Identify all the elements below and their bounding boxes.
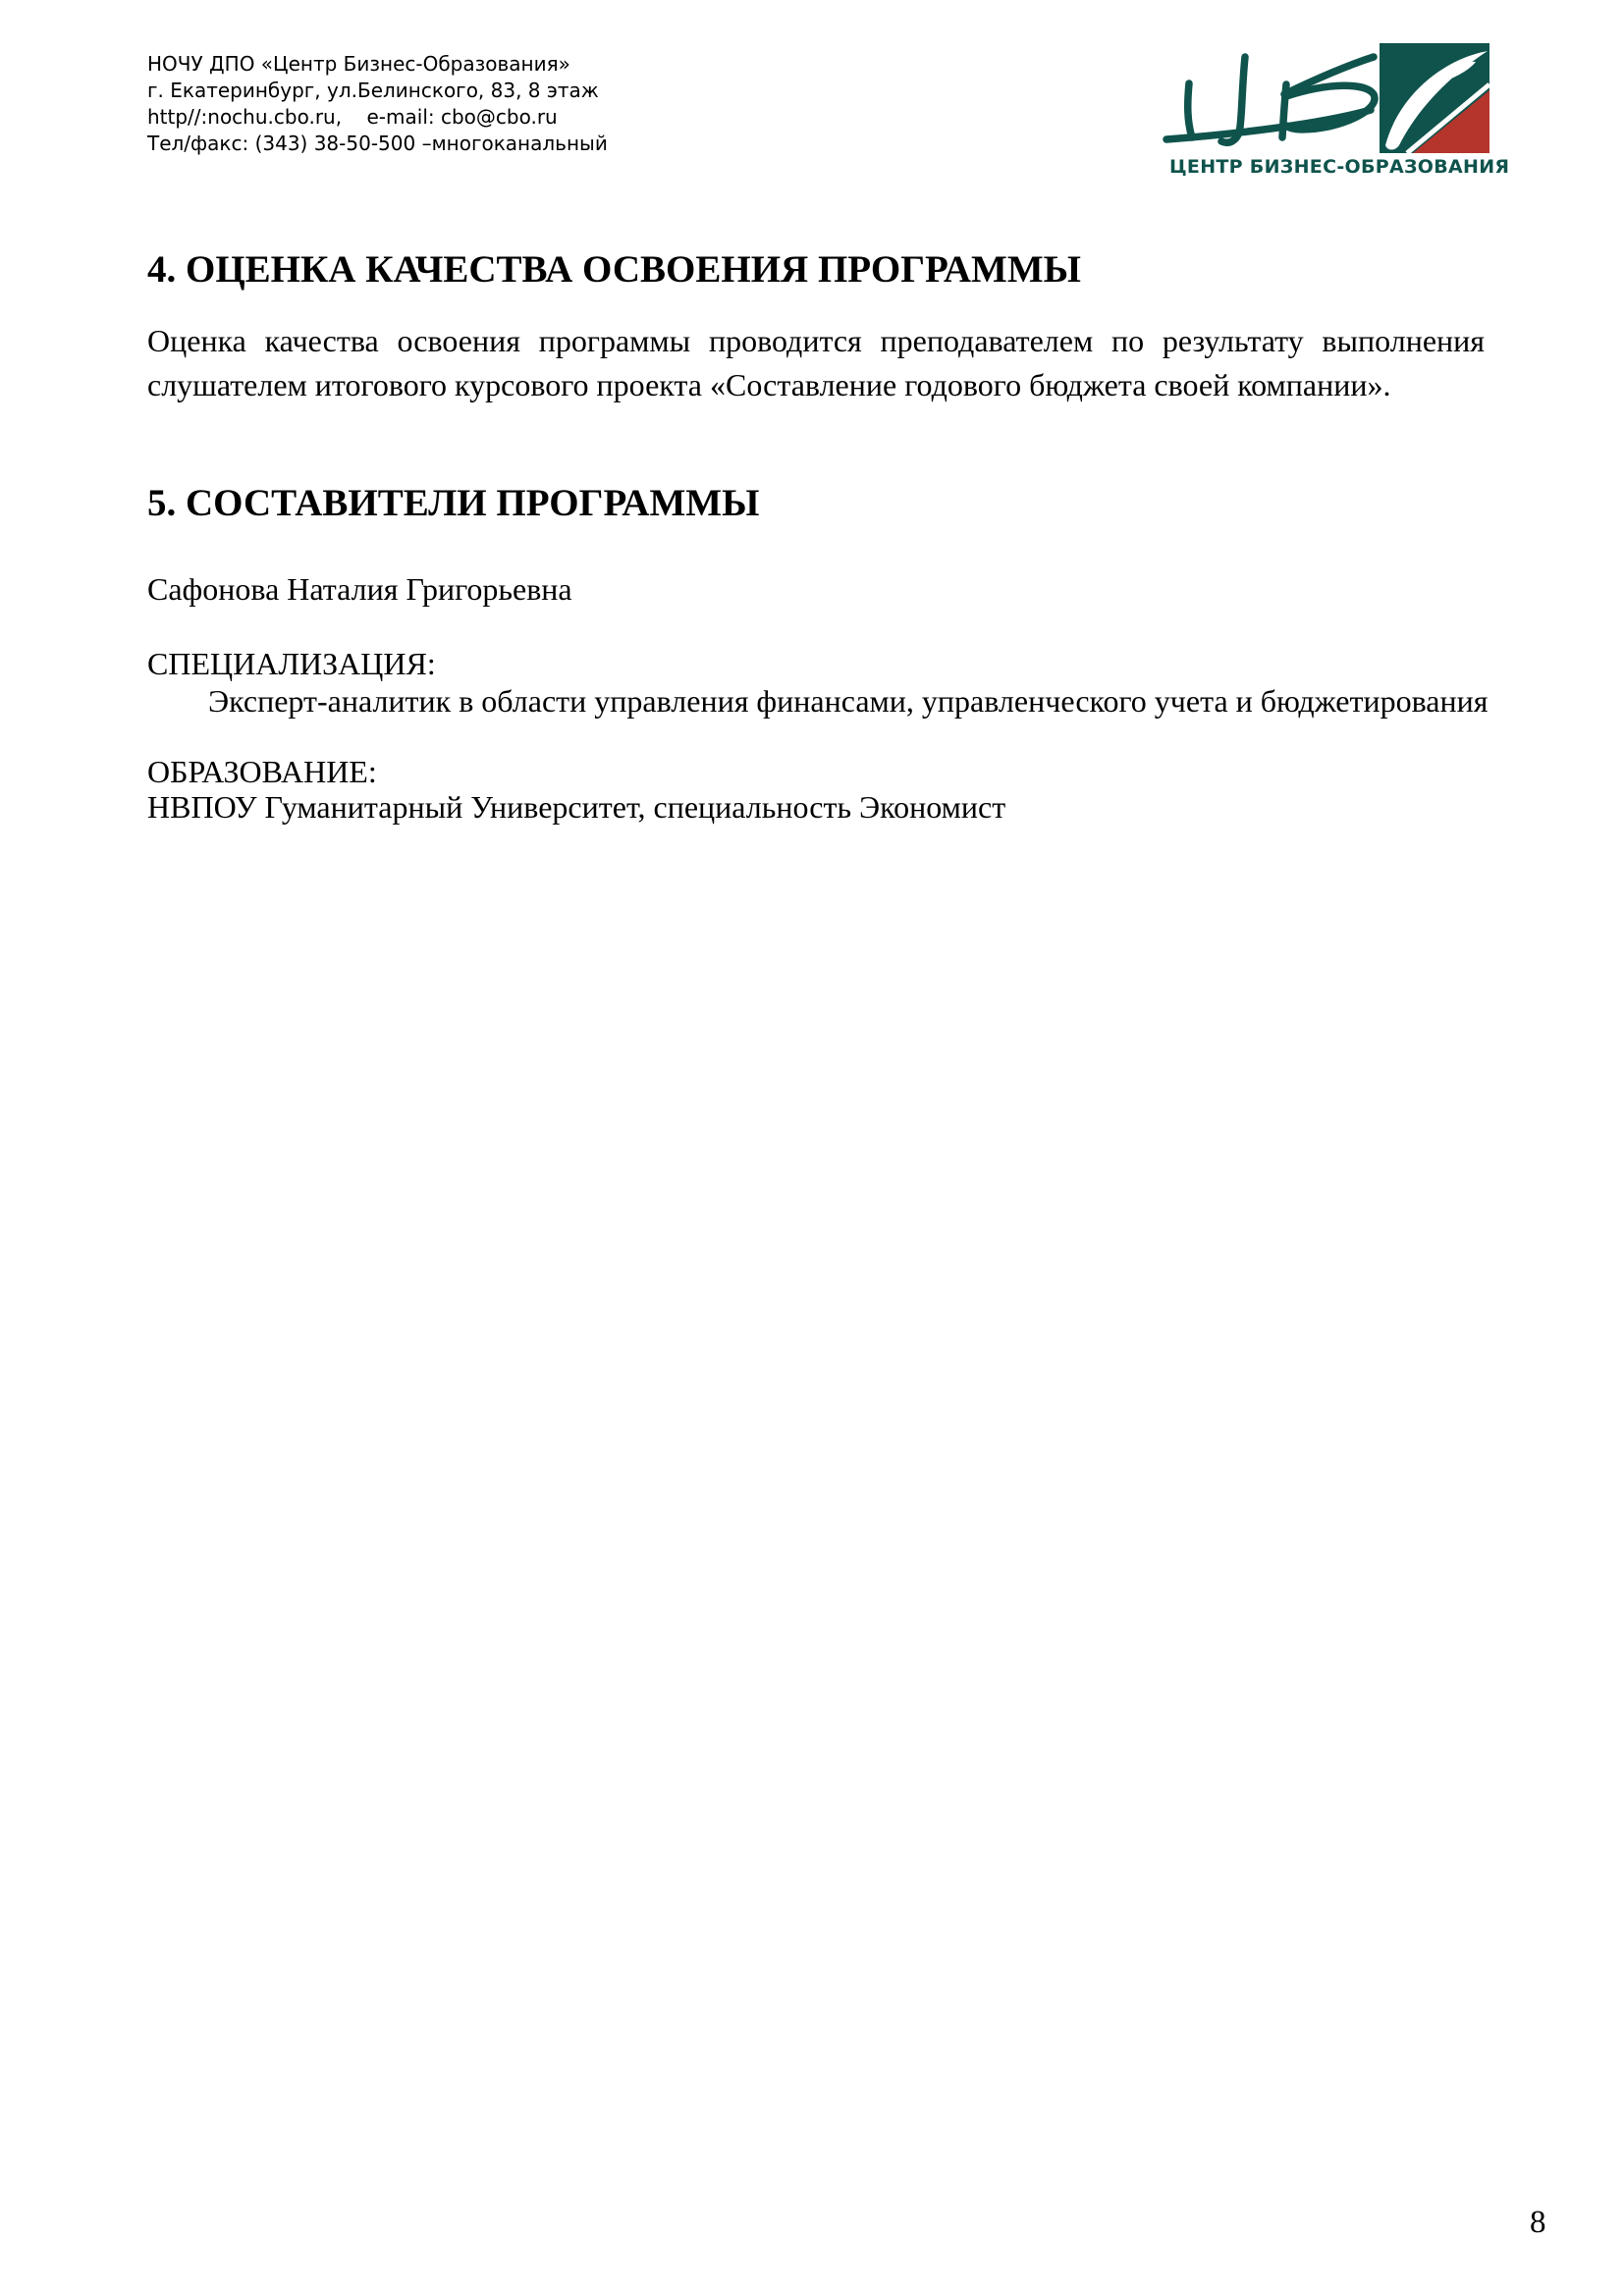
specialization-label: СПЕЦИАЛИЗАЦИЯ: — [147, 646, 436, 681]
org-phone: Тел/факс: (343) 38-50-500 –многоканальный — [147, 132, 608, 155]
org-address: г. Екатеринбург, ул.Белинского, 83, 8 этаж — [147, 79, 599, 102]
org-name: НОЧУ ДПО «Центр Бизнес-Образования» — [147, 52, 570, 76]
cbo-monogram — [1166, 57, 1375, 142]
section-4-heading: 4. ОЦЕНКА КАЧЕСТВА ОСВОЕНИЯ ПРОГРАММЫ — [147, 248, 1081, 291]
org-web-email: http//:nochu.cbo.ru, e-mail: cbo@cbo.ru — [147, 105, 558, 129]
section-4-paragraph: Оценка качества освоения программы проводится преподавателем по результату выполнения слушателем итогового курсового проекта «Составление годового бюджета своей компании». — [147, 323, 1485, 402]
logo-caption: ЦЕНТР БИЗНЕС-ОБРАЗОВАНИЯ — [1169, 156, 1510, 178]
company-logo — [1162, 35, 1510, 178]
author-name: Сафонова Наталия Григорьевна — [147, 571, 572, 607]
page-number: 8 — [1530, 2205, 1546, 2240]
section-5-heading: 5. СОСТАВИТЕЛИ ПРОГРАММЫ — [147, 482, 760, 524]
education-label: ОБРАЗОВАНИЕ: — [147, 754, 377, 789]
letterhead-contacts — [147, 51, 608, 157]
cbo-logo-icon — [1162, 35, 1497, 161]
education-text: НВПОУ Гуманитарный Университет, специальность Экономист — [147, 789, 1006, 825]
specialization-text: Эксперт-аналитик в области управления финансами, управленческого учета и бюджетирования — [208, 683, 1489, 719]
